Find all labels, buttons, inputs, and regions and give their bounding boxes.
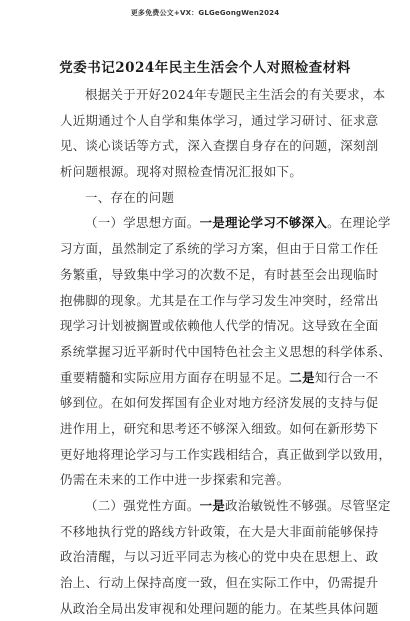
body-line: 务繁重，导致集中学习的次数不足，有时甚至会出现临时 [60,266,379,282]
body-line: 仍需在未来的工作中进一步探索和完善。 [60,472,290,488]
subsection-heading: （二）强党性方面。 [85,498,200,513]
document-title: 党委书记2024年民主生活会个人对照检查材料 [59,60,351,76]
body-line: 析问题根源。现将对照检查情况汇报如下。 [60,164,303,180]
body-line: 习方面，虽然制定了系统的学习方案，但由于日常工作任 [60,241,379,257]
body-line: 够到位。在如何发挥国有企业对地方经济发展的支持与促 [60,395,379,411]
body-line: 现学习计划被搁置或依赖他人代学的情况。这导致在全面 [60,318,379,334]
body-line-with-point [60,365,379,391]
document-body [60,82,392,621]
bold-point: 二是 [289,369,315,385]
line-rest: 知行合一不 [314,369,379,385]
subsection-heading: （一）学思想方面。 [85,215,200,231]
line-rest: 政治敏锐性不够强。尽管坚定 [225,498,391,513]
body-line: 见、谈心谈话等方式，深入查摆自身存在的问题，深刻剖 [60,138,379,154]
body-line: 政治清醒，与以习近平同志为核心的党中央在思想上、政 [60,549,379,565]
body-line: 进作用上，研究和思考还不够深入细致。如何在新形势下 [60,420,379,436]
bold-point: 一是理论学习不够深入 [199,215,328,231]
body-line: 更好地将理论学习与工作实践相结合，真正做到学以致用， [60,446,392,462]
body-line: 不移地执行党的路线方针政策，在大是大非面前能够保持 [60,523,379,539]
header-note: 更多免费公文+VX：GLGeGongWen2024 [130,9,280,17]
subsection-line [60,493,391,519]
line-rest: 。在理论学 [327,215,391,231]
line-start: 重要精髓和实际应用方面存在明显不足。 [60,369,290,385]
body-line: 根据关于开好2024年专题民主生活会的有关要求，本 [85,87,386,102]
bold-point: 一是 [199,498,226,513]
body-line: 治上、行动上保持高度一致，但在实际工作中，仍需提升 [60,575,379,591]
body-line: 从政治全局出发审视和处理问题的能力。在某些具体问题 [60,600,379,616]
body-line: 人近期通过个人自学和集体学习，通过学习研讨、征求意 [60,112,379,128]
body-line: 抱佛脚的现象。尤其是在工作与学习发生冲突时，经常出 [60,292,379,308]
body-line: 系统掌握习近平新时代中国特色社会主义思想的科学体系、 [60,343,392,359]
section-heading: 一、存在的问题 [85,189,175,205]
subsection-line [60,210,391,236]
